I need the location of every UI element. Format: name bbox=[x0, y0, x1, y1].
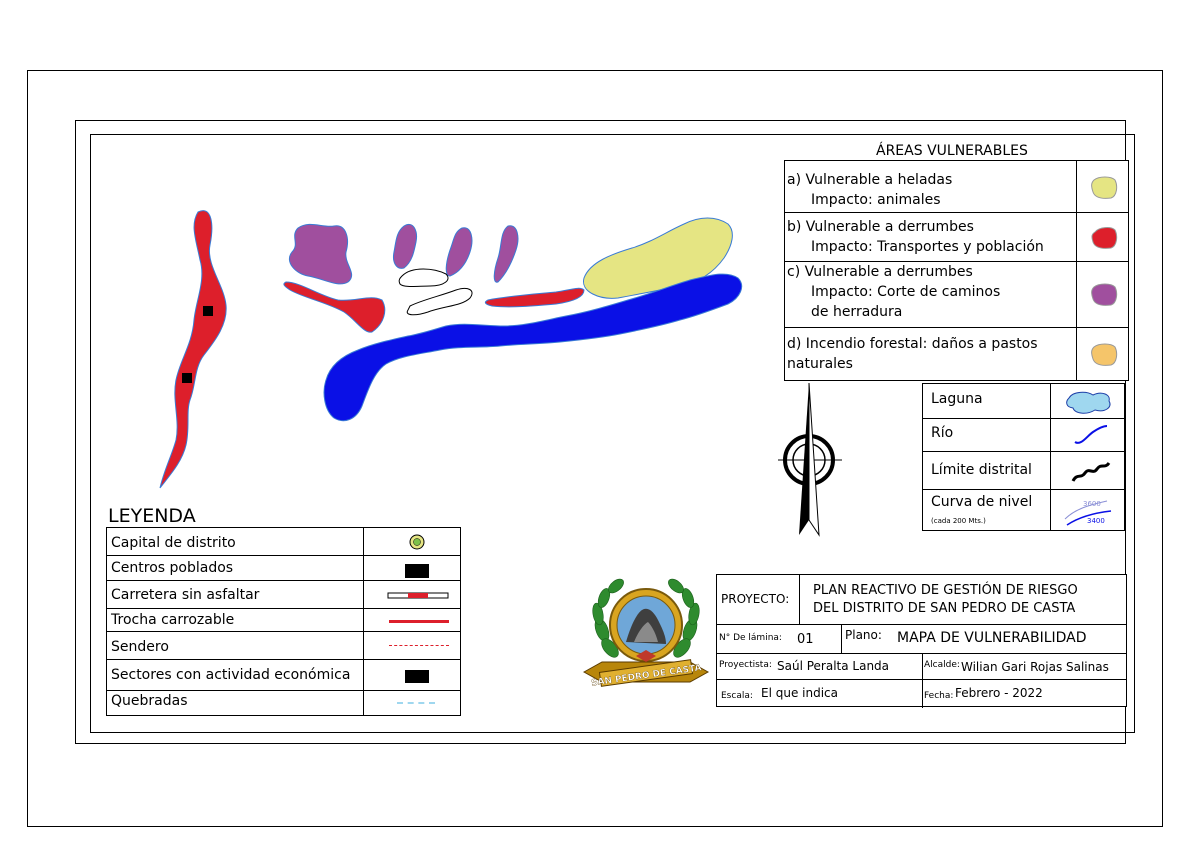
hydro-row-laguna: Laguna bbox=[923, 384, 1126, 418]
vulnerable-area-c bbox=[289, 224, 351, 284]
road-icon bbox=[387, 592, 449, 600]
red-dashed-icon bbox=[389, 645, 449, 646]
legend-table bbox=[106, 527, 461, 716]
capital-icon bbox=[408, 533, 426, 551]
incendio-swatch-icon bbox=[1089, 341, 1119, 367]
title-block bbox=[716, 574, 1127, 707]
white-zone bbox=[407, 288, 472, 314]
legend-row: Capital de distrito bbox=[107, 528, 462, 555]
svg-text:3400: 3400 bbox=[1087, 517, 1105, 525]
legend-row: Trocha carrozable bbox=[107, 608, 462, 631]
hydro-row-rio: Río bbox=[923, 418, 1126, 451]
boundary-icon bbox=[1069, 455, 1113, 485]
svg-text:SAN PEDRO DE CASTA: SAN PEDRO DE CASTA bbox=[590, 663, 703, 689]
vulnerable-row-c: c) Vulnerable a derrumbes Impacto: Corte de caminos de herradura bbox=[785, 261, 1130, 327]
vulnerable-area-c bbox=[494, 226, 518, 282]
hydro-row-limite: Límite distrital bbox=[923, 451, 1126, 489]
vulnerable-row-d: d) Incendio forestal: daños a pastos naturales bbox=[785, 327, 1130, 382]
blue-dashed-icon bbox=[397, 702, 435, 704]
white-zone bbox=[399, 269, 448, 287]
vulnerable-area-b bbox=[284, 282, 385, 332]
vulnerable-area-b bbox=[485, 288, 584, 307]
legend-row: Centros poblados bbox=[107, 555, 462, 580]
vulnerable-row-a: a) Vulnerable a heladas Impacto: animales bbox=[785, 161, 1130, 212]
contour-icon bbox=[1059, 493, 1121, 529]
north-arrow-icon bbox=[778, 383, 842, 535]
svg-text:3600: 3600 bbox=[1083, 500, 1101, 508]
legend-row: Carretera sin asfaltar bbox=[107, 580, 462, 608]
river-icon bbox=[1071, 422, 1111, 448]
legend-row: Sectores con actividad económica bbox=[107, 659, 462, 690]
municipal-logo bbox=[578, 570, 713, 704]
legend-row: Quebradas bbox=[107, 690, 462, 717]
escala-row: Escala: El que indica Fecha: Febrero - 2022 bbox=[717, 679, 1128, 708]
proyectista-row: Proyectista: Saúl Peralta Landa Alcalde: Wilian Gari Rojas Salinas bbox=[717, 653, 1128, 679]
hydro-row-curva: Curva de nivel (cada 200 Mts.) 3600 3400 bbox=[923, 489, 1126, 532]
proyecto-row: PROYECTO: PLAN REACTIVO DE GESTIÓN DE RIESGO DEL DISTRITO DE SAN PEDRO DE CASTA bbox=[717, 575, 1128, 624]
legend-title: LEYENDA bbox=[108, 505, 196, 527]
derrumbes-c-swatch-icon bbox=[1089, 281, 1119, 307]
black-rect-icon bbox=[405, 670, 429, 683]
lamina-row: N° De lámina: 01 Plano: MAPA DE VULNERABILIDAD bbox=[717, 624, 1128, 653]
vulnerable-table bbox=[784, 160, 1129, 381]
heladas-swatch-icon bbox=[1089, 174, 1119, 200]
vulnerable-row-b: b) Vulnerable a derrumbes Impacto: Transportes y población bbox=[785, 212, 1130, 261]
black-rect-icon bbox=[405, 564, 429, 578]
hydro-table bbox=[922, 383, 1125, 531]
vulnerable-area-c bbox=[446, 228, 472, 276]
populated-center-marker bbox=[203, 306, 213, 316]
vulnerable-title: ÁREAS VULNERABLES bbox=[876, 143, 1028, 159]
derrumbes-b-swatch-icon bbox=[1089, 224, 1119, 250]
derrumbe-strip-left bbox=[160, 211, 226, 488]
lagoon-icon bbox=[1063, 388, 1115, 416]
red-line-icon bbox=[389, 620, 449, 623]
vulnerable-area-c bbox=[393, 224, 416, 268]
populated-center-marker bbox=[182, 373, 192, 383]
legend-row: Sendero bbox=[107, 631, 462, 659]
